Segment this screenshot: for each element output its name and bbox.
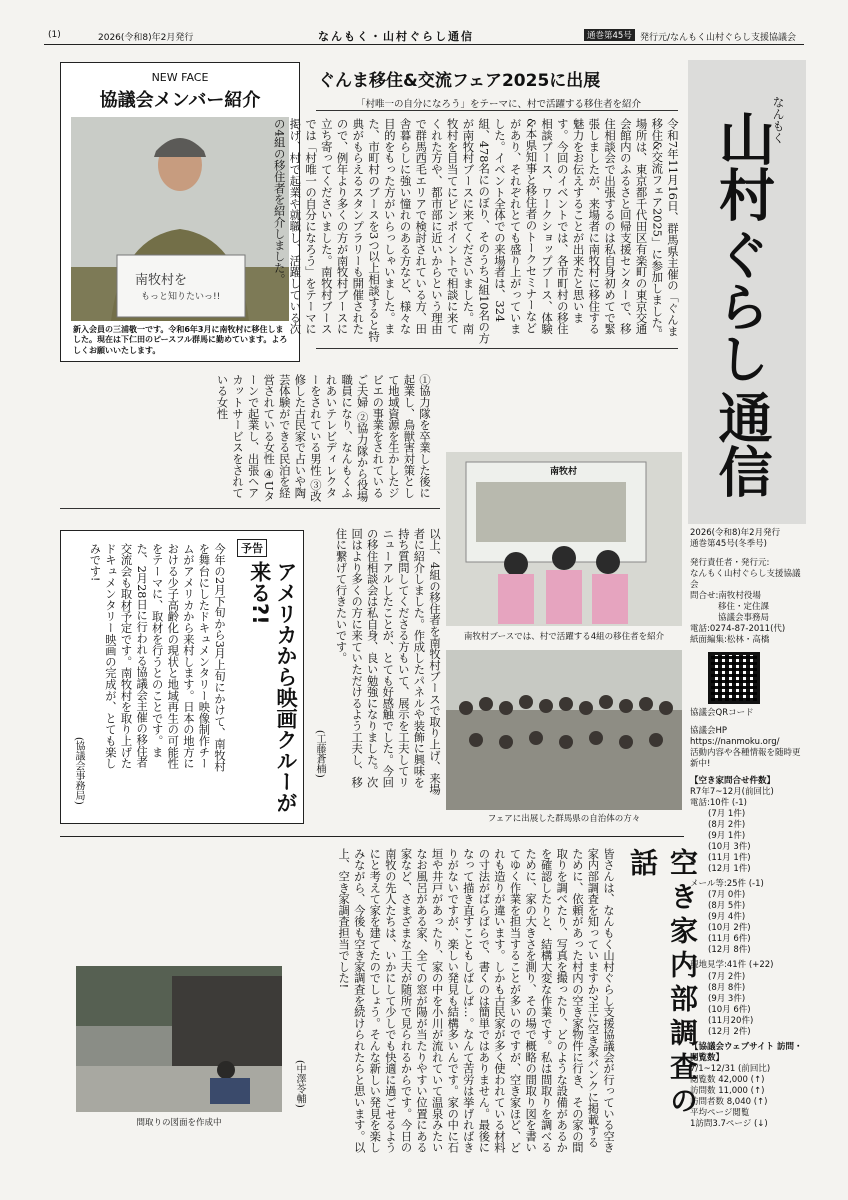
hp-note: 活動内容や各種情報を随時更新中! [690,747,801,769]
main-headline: ぐんま移住&交流フェア2025に出展 [318,71,601,91]
publisher-name: なんもく山村ぐらし支援協議会 [690,569,801,591]
new-face-title: 協議会メンバー紹介 [99,90,261,111]
page-number: (1) [48,30,61,40]
masthead-line3: 通信 [710,390,773,498]
new-face-box [60,62,300,362]
mail-month: (8月 5件) [708,901,746,912]
vacancy-title: 【空き家問合せ件数】 [690,775,776,786]
masthead-date: 2026(令和8)年2月発行 [690,528,781,538]
akiya-illustration [76,966,282,1112]
preview-tag: 予告 [237,539,267,557]
phone: 電話:0274-87-2011(代) [690,624,786,635]
preview-author: (協議会事務局) [73,737,84,805]
booth-photo-caption: 南牧村ブースでは、村で活躍する4組の移住者を紹介 [463,632,665,642]
header-issue-date: 2026(令和8)年2月発行 [98,33,194,43]
preview-box [60,530,304,824]
visit-month: (10月 6件) [708,1004,751,1015]
akiya-photo-caption: 間取りの図面を作成中 [136,1118,222,1128]
new-member-photo [71,117,289,321]
booth-sign: 南牧村 [550,467,578,477]
mail-month: (10月 2件) [708,923,751,934]
sign-text-2: もっと知りたいっ!! [141,292,221,302]
phone-count: 電話:10件 (-1) [690,797,747,808]
mail-month: (9月 4件) [708,912,746,923]
contact-line: 南牧村役場 [718,591,761,602]
visit-month: (12月 2件) [708,1026,751,1037]
akiya-photo [76,966,282,1112]
visit-month: (7月 2件) [708,971,746,982]
phone-month: (8月 2件) [708,819,746,830]
visit-month: (8月 8件) [708,982,746,993]
web-stat: 訪問者数 8,040 (↑) [690,1097,768,1108]
group-illustration [446,650,682,810]
web-stat: 閲覧数 42,000 (↑) [690,1074,765,1085]
publisher-label: 発行責任者・発行元: [690,558,770,569]
phone-month: (9月 1件) [708,830,746,841]
mail-month: (11月 6件) [708,934,751,945]
main-author: (工藤蒼楠) [314,730,325,778]
sidebar [690,528,806,1130]
booth-photo [446,452,682,626]
subhead-rule [316,110,678,111]
phone-month: (11月 1件) [708,853,751,864]
mail-month: (7月 0件) [708,890,746,901]
masthead [688,60,806,524]
qr-code[interactable] [708,652,760,704]
web-title: 【協議会ウェブサイト 訪問・閲覧数】 [690,1041,803,1063]
akiya-author: (中澤苓輔) [294,1060,305,1108]
sign-text-1: 南牧村を [135,273,188,288]
akiya-body: 皆さんは、なんもく山村ぐらし支援協議会が行っている空き家内部調査を知っていますか?主に空き家バンクに掲載するために、依頼があった村内の空き家物件に行き、その家の間取りを調べたり、写真を撮ったり、どのような設備があるかを確認したりと、結構大変な作業です。私は間取りを調べるために、家の大きさを測り、その場で概略の間取り図を書いてゆく作業を担当することが多いのですが、空き家ほど、どれも造りが違います。しかも古民家が多く使われている材料の寸法がばらばらで、書くのは簡単ではありません。最後になって描き直すこともしばしば…。なんて苦労は挙げればきりがないですが、楽しい発見も結構多いんです。家の中に石垣や井戸があったり、家の中を小川が流れていて温泉みたいなお風呂がある家、全ての窓が陽が当たりやすい位置にある家など、さまざまな工夫が随所で見られるからです。今日の南牧の先人たちは、いかにして少しでも快適に過ごせるようにと考えて家を建てたのでしょう。そんな新しい発見を楽しみながら、今後も空き家調査を続けられたらと思います。以上、空き家調査担当でした! [337,848,615,1154]
main-subhead: 「村唯一の自分になろう」をテーマに、村で活躍する移住者を紹介 [356,99,642,110]
header-rule [44,44,804,45]
akiya-headline: 空き家内部調査の話 [626,848,699,1120]
main-body-top: 令和7年11月16日、群馬県主催の「ぐんま移住&交流フェア2025」に参加しました。場所は、東京都千代田区有楽町の東京交通会館内のふるさと回帰支援センターで、移住相談会で出張するのは私自身初めてで緊張しましたが、来場者に南牧村に移住する魅力をお伝えすることが出来たと思います。今回のイベントでは、各市町村の移住相談ブース、ワークショップブース、体験&本県知事と移住者のトークセミナーなどがあり、それぞれとても盛り上がっていました。イベント全体での来場者は、324組、478名にのぼり、そのうち7組10名の方が南牧村ブースに来てくださいました。南牧村を目当てにピンポイントで相談に来てくれた方や、都市部に近いからという理由で群馬西毛エリアで検討されている方、田舎暮らしに強い憧れのある方など、様々な目的をもった方がいらっしゃいました。また、市町村のブースを3つ以上相談すると特典がもらえるスタンプラリーも開催されたので、例年より多くの方が南牧村ブースに立ち寄ってくださいました。南牧村ブースでは「村唯一の自分になろう」をテーマに掲げ、村で起業や就職し、活躍している次の4組の移住者を紹介しました。 [272,118,680,344]
header-publisher: 発行元/なんもく山村ぐらし支援協議会 [640,33,797,43]
mail-count: メール等:25件 (-1) [690,879,764,890]
contact-line: 移住・定住課 [718,602,770,613]
qr-label: 協議会QRコード [690,708,754,719]
mail-month: (12月 8件) [708,945,751,956]
column-rule-1 [316,348,678,349]
phone-month: (10月 3件) [708,841,751,852]
main-body-bottom: 以上、4組の移住者を南牧村ブースで取り上げ、来場者に紹介しました。作成したパネルや装飾に興味を持ち質問してくださる方もいて、展示を工夫してリニューアルしたことが、とても好感触でした。今回の移住相談会は私自身、良い勉強になりました。次回はより多くの方に来ていただけるよう工夫し、移住に繋げて行きたいです。 [334,528,441,796]
hp-url[interactable]: https://nanmoku.org/ [690,736,780,747]
masthead-line2: ぐらし [708,228,768,384]
group-photo [446,650,682,810]
contact-label: 問合せ: [690,591,719,602]
preview-headline: アメリカから映画クルーが来る?! [247,561,298,813]
group-photo-caption: フェアに出展した群馬県の自治体の方々 [487,814,641,824]
masthead-issue: 通巻第45号(冬季号) [690,539,767,550]
visit-month: (11月20件) [708,1015,754,1026]
visit-count: 現地見学:41件 (+22) [690,960,774,971]
phone-month: (7月 1件) [708,808,746,819]
web-period: 7/1~12/31 (前回比) [690,1063,771,1074]
phone-month: (12月 1件) [708,864,751,875]
contact-line: 協議会事務局 [718,613,770,624]
hp-label: 協議会HP [690,725,728,736]
masthead-small: なんもく [771,96,785,144]
preview-body: 今年の2月下旬から3月上旬にかけて、南牧村を舞台にしたドキュメンタリー映像制作チームがアメリカから来村します。日本の地方における少子高齢化の現状と地域再生の可能性をテーマに、取材を行うとのことです。また、2月28日に行われる協議会主催の移住者交流会も取材予定です。南牧村を取り上げたドキュメンタリー映画の完成が、とても楽しみです! [88,543,226,773]
new-face-label: NEW FACE [151,71,209,84]
web-stat: 訪問数 11,000 (↑) [690,1085,765,1096]
masthead-line1: 山村 [710,110,775,222]
editor: 紙面編集:松林・高橋 [690,635,770,646]
akiya-top-rule [60,836,684,837]
migrant-list: ①協力隊を卒業した後に起業し、鳥獣害対策として地域資源を生かしたジビエの事業をされているご夫婦 ②協力隊から役場職員になり、なんもくふれあいテレビディレクターをされている男性 ③改修した古民家で占いや陶芸体験ができる民泊を経営されている女性 ④Uターンで起業し、出張ヘアカットサービスをされている女性 [215,374,431,502]
column-rule-2 [60,508,440,509]
visit-month: (9月 3件) [708,993,746,1004]
vacancy-period: R7年7~12月(前回比) [690,786,774,797]
issue-badge: 通巻第45号 [584,29,635,41]
web-stat: 1訪問3.7ページ (↓) [690,1119,768,1130]
new-face-caption: 新入会員の三浦敬一です。令和6年3月に南牧村に移住しました。現在は下仁田のピースフル群馬に勤めています。よろしくお願いいたします。 [73,325,288,355]
booth-illustration [446,452,682,626]
header-title: なんもく・山村ぐらし通信 [318,30,474,43]
web-stat: 平均ページ閲覧 [690,1108,750,1119]
